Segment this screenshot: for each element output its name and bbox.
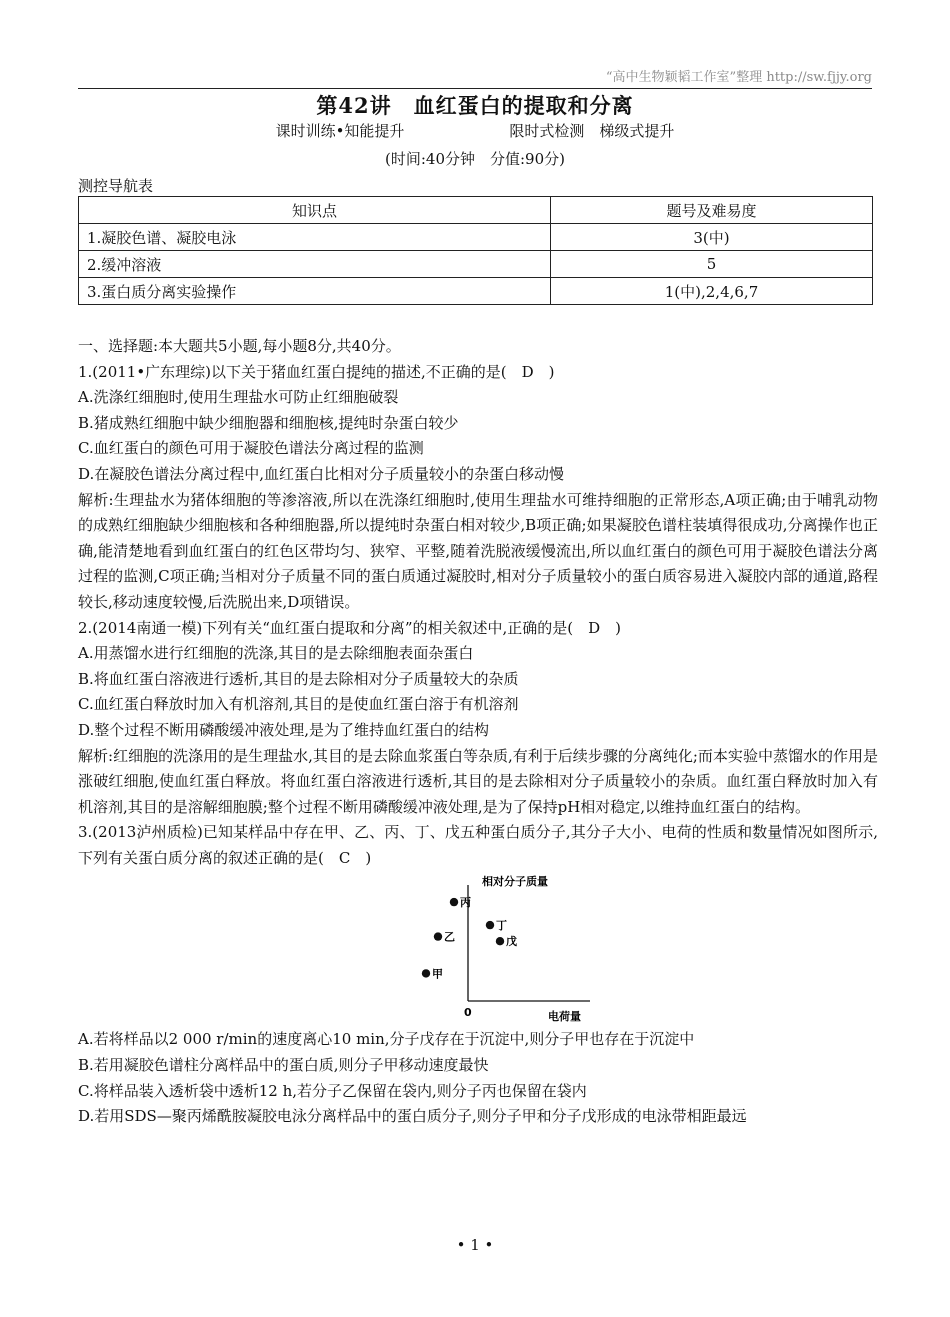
q1-option-d: D.在凝胶色谱法分离过程中,血红蛋白比相对分子质量较小的杂蛋白移动慢 <box>78 464 565 483</box>
origin-label: 0 <box>464 1006 472 1020</box>
q1-option-c: C.血红蛋白的颜色可用于凝胶色谱法分离过程的监测 <box>78 439 424 458</box>
q2-analysis: 解析:红细胞的洗涤用的是生理盐水,其目的是去除血浆蛋白等杂质,有利于后续步骤的分离纯化;而本实验中蒸馏水的作用是涨破红细胞,使血红蛋白释放。将血红蛋白溶液进行透析,其目的是去除相对分子质量较小的杂质。血红蛋白释放时加入有机溶剂,其目的是溶解细胞膜;整个过程不断用磷酸缓冲液处理,是为了保持pH相对稳定,以维持血红蛋白的结构。 <box>78 746 878 816</box>
data-point-label: 乙 <box>444 931 455 945</box>
q3-option-b: B.若用凝胶色谱柱分离样品中的蛋白质,则分子甲移动速度最快 <box>78 1056 489 1075</box>
subtitle: 课时训练•知能提升 限时式检测 梯级式提升 <box>275 122 675 140</box>
time-info: (时间:40分钟 分值:90分) <box>385 150 565 168</box>
q3-stem: 3.(2013泸州质检)已知某样品中存在甲、乙、丙、丁、戊五种蛋白质分子,其分子大小、电荷的性质和数量情况如图所示,下列有关蛋白质分离的叙述正确的是( C ) <box>78 823 878 867</box>
watermark: “高中生物颖韬工作室”整理 http://sw.fjjy.org <box>605 70 872 85</box>
data-point-label: 甲 <box>432 967 443 981</box>
data-point-丙 <box>450 898 458 906</box>
table-header-row <box>79 197 873 224</box>
table-cell: 3.蛋白质分离实验操作 <box>79 278 551 305</box>
data-point-乙 <box>434 933 442 941</box>
data-point-label: 丁 <box>496 919 507 933</box>
q1-stem: 1.(2011•广东理综)以下关于猪血红蛋白提纯的描述,不正确的是( D ) <box>78 362 555 381</box>
nav-table <box>78 196 873 305</box>
q2-option-a: A.用蒸馏水进行红细胞的洗涤,其目的是去除细胞表面杂蛋白 <box>78 644 474 663</box>
q2-option-b: B.将血红蛋白溶液进行透析,其目的是去除相对分子质量较大的杂质 <box>78 669 519 688</box>
q3-option-c: C.将样品装入透析袋中透析12 h,若分子乙保留在袋内,则分子丙也保留在袋内 <box>78 1081 587 1100</box>
page-title: 第42讲 血红蛋白的提取和分离 <box>316 93 634 118</box>
q2-option-c: C.血红蛋白释放时加入有机溶剂,其目的是使血红蛋白溶于有机溶剂 <box>78 695 519 714</box>
section-heading: 一、选择题:本大题共5小题,每小题8分,共40分。 <box>78 337 401 355</box>
table-row <box>79 224 873 251</box>
q3-option-d: D.若用SDS—聚丙烯酰胺凝胶电泳分离样品中的蛋白质分子,则分子甲和分子戊形成的电泳带相距最远 <box>78 1107 747 1126</box>
q1-option-b: B.猪成熟红细胞中缺少细胞器和细胞核,提纯时杂蛋白较少 <box>78 413 459 432</box>
table-header: 题号及难易度 <box>551 197 873 224</box>
q3-option-a: A.若将样品以2 000 r/min的速度离心10 min,分子戊存在于沉淀中,则分子甲也存在于沉淀中 <box>78 1030 695 1049</box>
data-point-label: 戊 <box>506 935 517 949</box>
q2-option-d: D.整个过程不断用磷酸缓冲液处理,是为了维持血红蛋白的结构 <box>78 720 490 739</box>
data-point-丁 <box>486 921 494 929</box>
q3-scatter-chart <box>390 873 600 1023</box>
table-cell: 1.凝胶色谱、凝胶电泳 <box>79 224 551 251</box>
table-cell: 1(中),2,4,6,7 <box>551 278 873 305</box>
y-axis-label: 相对分子质量 <box>482 875 548 889</box>
data-point-戊 <box>496 937 504 945</box>
q2-stem: 2.(2014南通一模)下列有关“血红蛋白提取和分离”的相关叙述中,正确的是( D ) <box>78 618 622 637</box>
q1-analysis: 解析:生理盐水为猪体细胞的等渗溶液,所以在洗涤红细胞时,使用生理盐水可维持细胞的正常形态,A项正确;由于哺乳动物的成熟红细胞缺少细胞核和各种细胞器,所以提纯时杂蛋白相对较少,B项正确;如果凝胶色谱柱装填得很成功,分离操作也正确,能清楚地看到血红蛋白的红色区带均匀、狭窄、平整,随着洗脱液缓慢流出,所以血红蛋白的颜色可用于凝胶色谱法分离过程的监测,C项正确;当相对分子质量不同的蛋白质通过凝胶时,相对分子质量较小的蛋白质容易进入凝胶内部的通道,路程较长,移动速度较慢,后洗脱出来,D项错误。 <box>78 490 878 611</box>
table-cell: 3(中) <box>551 224 873 251</box>
table-header: 知识点 <box>79 197 551 224</box>
nav-table-label: 测控导航表 <box>78 177 154 195</box>
question-content <box>78 334 878 1130</box>
page-number: • 1 • <box>456 1236 494 1254</box>
data-points <box>422 896 517 981</box>
x-axis-label: 电荷量 <box>548 1010 581 1024</box>
data-point-label: 丙 <box>460 896 471 910</box>
table-row <box>79 278 873 305</box>
table-cell: 5 <box>551 251 873 278</box>
table-row <box>79 251 873 278</box>
table-cell: 2.缓冲溶液 <box>79 251 551 278</box>
header-divider <box>78 88 872 89</box>
q1-option-a: A.洗涤红细胞时,使用生理盐水可防止红细胞破裂 <box>78 388 399 407</box>
data-point-甲 <box>422 970 430 978</box>
